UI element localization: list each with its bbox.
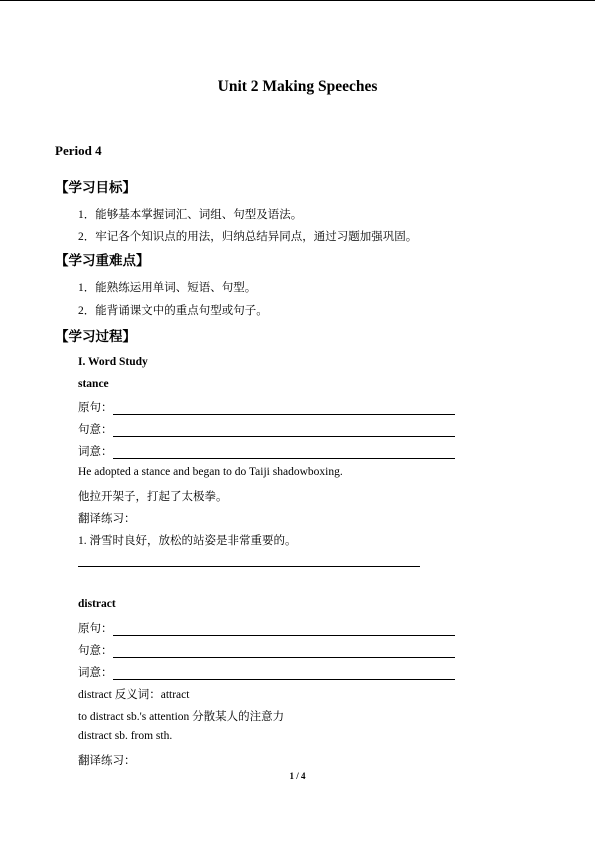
page-title: Unit 2 Making Speeches xyxy=(217,78,378,95)
field-label: 词意： xyxy=(78,667,113,679)
stance-sentence-meaning-row xyxy=(78,421,455,437)
key-point-item-1: 1．能熟练运用单词、短语、句型。 xyxy=(78,282,257,294)
stance-word-meaning-blank[interactable] xyxy=(113,446,455,459)
word-stance: stance xyxy=(78,378,109,390)
top-border-line xyxy=(0,0,595,1)
stance-original-sentence-row xyxy=(78,399,455,415)
field-label: 原句： xyxy=(78,623,113,635)
word-distract: distract xyxy=(78,598,116,610)
distract-sentence-meaning-blank[interactable] xyxy=(113,645,455,658)
distract-note-antonym: distract 反义词：attract xyxy=(78,689,190,701)
distract-sentence-meaning-row xyxy=(78,642,455,658)
distract-word-meaning-blank[interactable] xyxy=(113,667,455,680)
distract-practice-label: 翻译练习： xyxy=(78,755,136,767)
section-heading-key-points: 【学习重难点】 xyxy=(55,253,150,269)
page-number: 1 / 4 xyxy=(289,771,306,781)
field-label: 句意： xyxy=(78,424,113,436)
stance-practice-answer-blank[interactable] xyxy=(78,566,420,567)
stance-example-chinese: 他拉开架子，打起了太极拳。 xyxy=(78,491,228,503)
key-point-item-2: 2．能背诵课文中的重点句型或句子。 xyxy=(78,305,268,317)
section-heading-process: 【学习过程】 xyxy=(55,329,136,345)
stance-practice-label: 翻译练习： xyxy=(78,513,136,525)
stance-practice-item-1: 1. 滑雪时良好，放松的站姿是非常重要的。 xyxy=(78,535,297,547)
distract-original-sentence-row xyxy=(78,620,455,636)
distract-note-phrase-1: to distract sb.'s attention 分散某人的注意力 xyxy=(78,711,285,723)
stance-word-meaning-row xyxy=(78,443,455,459)
field-label: 句意： xyxy=(78,645,113,657)
word-study-heading: I. Word Study xyxy=(78,356,148,368)
stance-sentence-meaning-blank[interactable] xyxy=(113,424,455,437)
stance-original-sentence-blank[interactable] xyxy=(113,402,455,415)
distract-original-sentence-blank[interactable] xyxy=(113,623,455,636)
goal-item-1: 1．能够基本掌握词汇、词组、句型及语法。 xyxy=(78,209,303,221)
distract-word-meaning-row xyxy=(78,664,455,680)
period-label: Period 4 xyxy=(55,143,102,158)
field-label: 词意： xyxy=(78,446,113,458)
field-label: 原句： xyxy=(78,402,113,414)
distract-note-phrase-2: distract sb. from sth. xyxy=(78,730,173,742)
goal-item-2: 2．牢记各个知识点的用法，归纳总结异同点，通过习题加强巩固。 xyxy=(78,231,418,243)
section-heading-goals: 【学习目标】 xyxy=(55,180,136,196)
stance-example-english: He adopted a stance and began to do Taiji shadowboxing. xyxy=(78,466,343,478)
